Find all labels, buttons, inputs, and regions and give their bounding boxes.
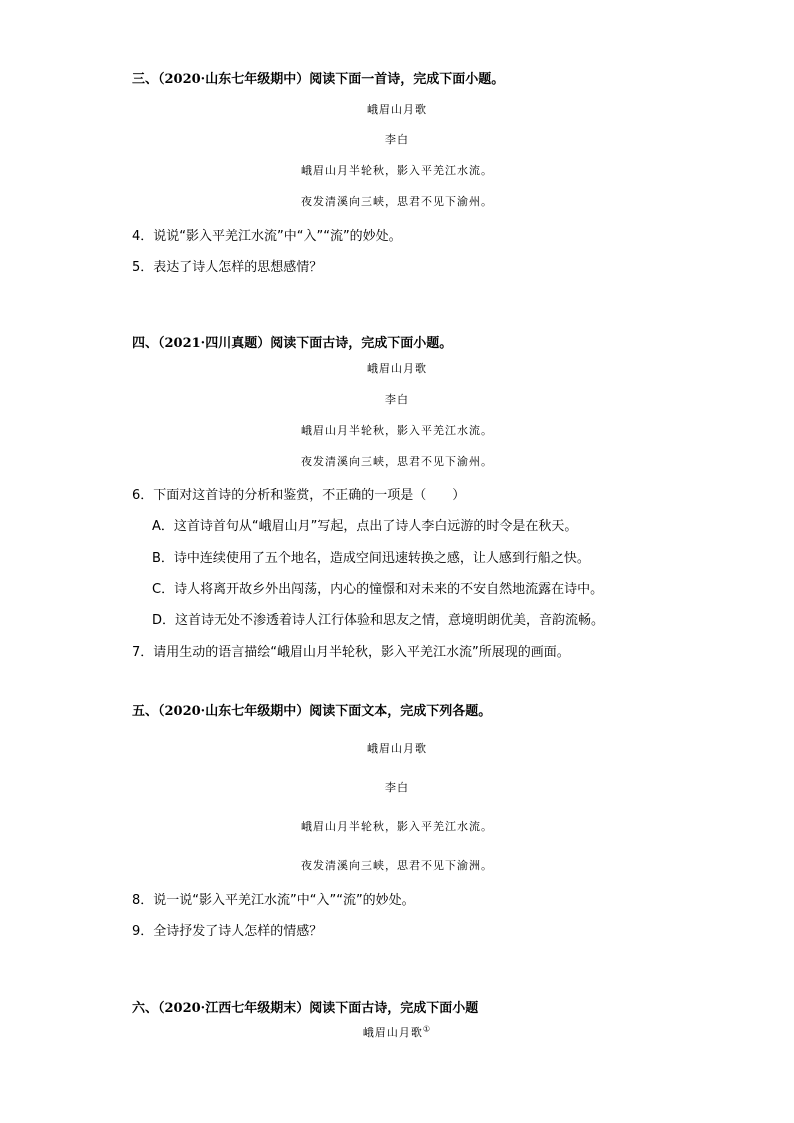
- section-5-poem-line-1: 峨眉山月半轮秋，影入平羌江水流。: [301, 820, 493, 833]
- question-8: 8．说一说“影入平羌江水流”中“入”“流”的妙处。: [132, 893, 415, 908]
- question-6-option-b: B．诗中连续使用了五个地名，造成空间迅速转换之感，让人感到行船之快。: [152, 551, 590, 566]
- section-5-heading: 五、（2020·山东七年级期中）阅读下面文本，完成下列各题。: [132, 704, 492, 719]
- section-3-heading: 三、（2020·山东七年级期中）阅读下面一首诗，完成下面小题。: [132, 72, 505, 87]
- question-4: 4．说说“影入平羌江水流”中“入”“流”的妙处。: [132, 229, 402, 244]
- section-6-poem-title: 峨眉山月歌: [362, 1026, 423, 1039]
- section-5-poem-title: 峨眉山月歌: [367, 742, 427, 755]
- section-3-poem-line-2: 夜发清溪向三峡，思君不见下渝州。: [301, 195, 493, 208]
- question-6: 6．下面对这首诗的分析和鉴赏，不正确的一项是（ ）: [132, 488, 466, 503]
- question-6-option-a: A．这首诗首句从“峨眉山月”写起，点出了诗人李白远游的时令是在秋天。: [152, 519, 578, 534]
- question-6-option-c: C．诗人将离开故乡外出闯荡，内心的憧憬和对未来的不安自然地流露在诗中。: [152, 582, 604, 597]
- footnote-marker: ①: [422, 1024, 432, 1034]
- section-5-poem-line-2: 夜发清溪向三峡，思君不见下渝洲。: [301, 859, 493, 872]
- section-3-poem-line-1: 峨眉山月半轮秋，影入平羌江水流。: [301, 164, 493, 177]
- section-6-poem-title-line: [0, 1024, 794, 1040]
- question-7: 7．请用生动的语言描绘“峨眉山月半轮秋，影入平羌江水流”所展现的画面。: [132, 645, 570, 660]
- section-4-poem-line-2: 夜发清溪向三峡，思君不见下渝州。: [301, 455, 493, 468]
- section-4-poem-line-1: 峨眉山月半轮秋，影入平羌江水流。: [301, 424, 493, 437]
- section-6-heading: 六、（2020·江西七年级期末）阅读下面古诗，完成下面小题: [132, 1001, 479, 1016]
- section-3-poem-author: 李白: [385, 133, 409, 146]
- section-4-poem-author: 李白: [385, 393, 409, 406]
- section-4-poem-title: 峨眉山月歌: [367, 362, 427, 375]
- section-3-poem-title: 峨眉山月歌: [367, 103, 427, 116]
- question-9: 9．全诗抒发了诗人怎样的情感？: [132, 924, 323, 939]
- section-4-heading: 四、（2021·四川真题）阅读下面古诗，完成下面小题。: [132, 336, 453, 351]
- question-5: 5．表达了诗人怎样的思想感情？: [132, 260, 323, 275]
- question-6-option-d: D．这首诗无处不渗透着诗人江行体验和思友之情，意境明朗优美，音韵流畅。: [152, 613, 605, 628]
- section-5-poem-author: 李白: [385, 781, 409, 794]
